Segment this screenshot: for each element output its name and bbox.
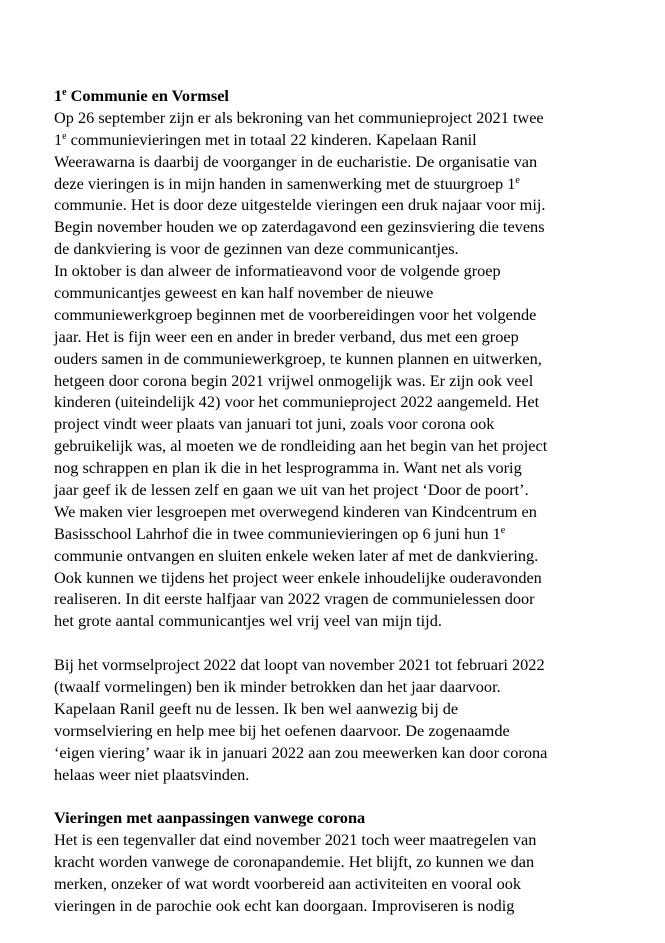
section-heading-communie-vormsel (54, 85, 614, 107)
text-line: communicantjes geweest en kan half november de nieuwe (54, 283, 434, 303)
text-segment: Basisschool Lahrhof die in twee communievieringen op 6 juni hun 1 (54, 523, 501, 543)
text-line: communiewerkgroep beginnen met de voorbereidingen voor het volgende (54, 304, 537, 324)
text-line: Bij het vormselproject 2022 dat loopt van november 2021 tot februari 2022 (54, 655, 545, 675)
text-line: kracht worden vanwege de coronapandemie. Het blijft, zo kunnen we dan (54, 852, 535, 872)
text-line: Ook kunnen we tijdens het project weer enkele inhoudelijke ouderavonden (54, 567, 542, 587)
text-line: helaas weer niet plaatsvinden. (54, 764, 250, 784)
text-line: jaar geef ik de lessen zelf en gaan we uit van het project ‘Door de poort’. (54, 480, 529, 500)
text-line: realiseren. In dit eerste halfjaar van 2022 vragen de communielessen door (54, 589, 535, 609)
text-line: vieringen in de parochie ook echt kan doorgaan. Improviseren is nodig (54, 895, 515, 915)
paragraph-vieringen (54, 829, 614, 917)
text-line: kinderen (uiteindelijk 42) voor het communieproject 2022 aangemeld. Het (54, 392, 540, 412)
text-line (54, 129, 614, 151)
text-segment: 1 (54, 129, 63, 149)
heading-text: 1 (54, 86, 63, 105)
text-line: Kapelaan Ranil geeft nu de lessen. Ik ben wel aanwezig bij de (54, 698, 459, 718)
document-page (54, 85, 614, 917)
text-line: Begin november houden we op zaterdagavond een gezinsviering die tevens (54, 217, 545, 237)
text-line: We maken vier lesgroepen met overwegend kinderen van Kindcentrum en (54, 501, 537, 521)
text-line: gebruikelijk was, al moeten we de rondleiding aan het begin van het project (54, 436, 548, 456)
text-line: merken, onzeker of wat wordt voorbereid aan activiteiten en vooral ook (54, 874, 521, 894)
text-segment: deze vieringen is in mijn handen in samenwerking met de stuurgroep 1 (54, 173, 516, 193)
superscript: e (515, 174, 520, 186)
text-line: hetgeen door corona begin 2021 vrijwel onmogelijk was. Er zijn ook veel (54, 370, 534, 390)
heading-text: Communie en Vormsel (66, 86, 229, 105)
text-line: Het is een tegenvaller dat eind november 2021 toch weer maatregelen van (54, 830, 537, 850)
section-heading-vieringen-corona: Vieringen met aanpassingen vanwege corona (54, 808, 366, 828)
text-line: Op 26 september zijn er als bekroning van het communieproject 2021 twee (54, 107, 544, 127)
text-line: project vindt weer plaats van januari tot juni, zoals voor corona ook (54, 414, 495, 434)
text-line: ouders samen in de communiewerkgroep, te kunnen plannen en uitwerken, (54, 348, 542, 368)
superscript: e (62, 87, 67, 98)
text-line (54, 173, 614, 195)
text-line: nog schrappen en plan ik die in het lesprogramma in. Want net als vorig (54, 458, 522, 478)
text-line: communie ontvangen en sluiten enkele weken later af met de dankviering. (54, 545, 539, 565)
superscript: e (500, 524, 506, 536)
paragraph-vormsel (54, 654, 614, 785)
text-line: (twaalf vormelingen) ben ik minder betrokken dan het jaar daarvoor. (54, 677, 501, 697)
text-line: het grote aantal communicantjes wel vrij veel van mijn tijd. (54, 611, 442, 631)
text-line (54, 523, 614, 545)
text-line: jaar. Het is fijn weer een en ander in breder verband, dus met een groep (54, 326, 519, 346)
text-line: communie. Het is door deze uitgestelde vieringen een druk najaar voor mij. (54, 195, 546, 215)
text-line: ‘eigen viering’ waar ik in januari 2022 aan zou meewerken kan door corona (54, 742, 548, 762)
text-line: de dankviering is voor de gezinnen van deze communicantjes. (54, 239, 459, 259)
superscript: e (62, 130, 67, 142)
text-segment: communievieringen met in totaal 22 kinderen. Kapelaan Ranil (66, 129, 477, 149)
text-line: vormselviering en help mee bij het oefenen daarvoor. De zogenaamde (54, 720, 510, 740)
paragraph-spacer (54, 632, 614, 654)
paragraph-communie (54, 107, 614, 632)
text-line: Weerawarna is daarbij de voorganger in de eucharistie. De organisatie van (54, 151, 538, 171)
text-line: In oktober is dan alweer de informatieavond voor de volgende groep (54, 261, 501, 281)
paragraph-spacer (54, 786, 614, 808)
